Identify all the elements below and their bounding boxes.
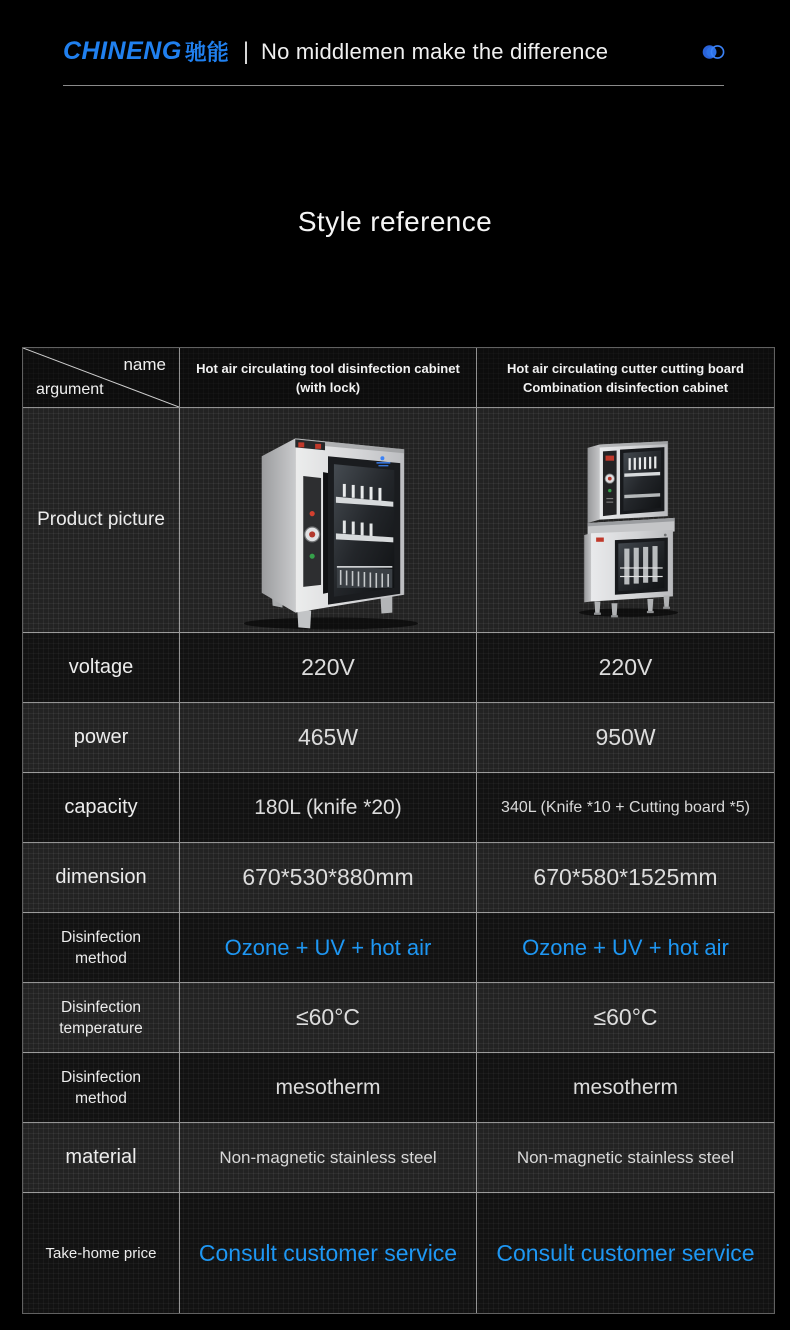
brand-logo-latin: CHINENG <box>63 37 182 65</box>
row-label-power: power <box>23 703 180 773</box>
disinfection-temperature-value-2: ≤60°C <box>477 983 774 1053</box>
product-picture-cell-1 <box>180 408 477 633</box>
product-2-name-line2: Combination disinfection cabinet <box>522 379 729 395</box>
table-row-capacity <box>23 773 774 843</box>
table-row-power <box>23 703 774 773</box>
row-label-disinfection-method: Disinfection method <box>23 913 180 983</box>
product-image-single-cabinet <box>234 418 422 632</box>
column-header-product-1 <box>180 348 477 408</box>
table-row-disinfection-method-2 <box>23 1053 774 1123</box>
capacity-value-1: 180L (knife *20) <box>180 773 477 843</box>
product-2-name-line1: Hot air circulating cutter cutting board <box>507 360 744 376</box>
table-row-material <box>23 1123 774 1193</box>
row-label-price: Take-home price <box>23 1193 180 1313</box>
material-value-2: Non-magnetic stainless steel <box>477 1123 774 1193</box>
voltage-value-2: 220V <box>477 633 774 703</box>
row-label-product-picture: Product picture <box>23 408 180 633</box>
brand-separator: | <box>242 37 250 65</box>
dimension-value-1: 670*530*880mm <box>180 843 477 913</box>
corner-argument-label: argument <box>36 381 104 398</box>
corner-name-label: name <box>123 355 166 374</box>
corner-cell <box>23 348 180 408</box>
column-header-product-2 <box>477 348 774 408</box>
row-label-capacity: capacity <box>23 773 180 843</box>
product-1-name-line2: (with lock) <box>295 379 361 395</box>
price-value-2[interactable]: Consult customer service <box>496 1239 755 1266</box>
disinfection-temperature-value-1: ≤60°C <box>180 983 477 1053</box>
brand-slogan: No middlemen make the difference <box>261 38 609 64</box>
table-row-product-picture <box>23 408 774 633</box>
table-row-disinfection-temperature <box>23 983 774 1053</box>
disinfection-method-2-value-1: mesotherm <box>180 1053 477 1123</box>
power-value-2: 950W <box>477 703 774 773</box>
product-1-name-line1: Hot air circulating tool disinfection cabinet <box>196 360 460 376</box>
disinfection-method-value-2: Ozone + UV + hot air <box>477 913 774 983</box>
disinfection-method-2-value-2: mesotherm <box>477 1053 774 1123</box>
row-label-dimension: dimension <box>23 843 180 913</box>
power-value-1: 465W <box>180 703 477 773</box>
product-image-stacked-cabinet <box>562 420 690 632</box>
table-row-disinfection-method <box>23 913 774 983</box>
table-row-dimension <box>23 843 774 913</box>
table-header-row <box>23 348 774 408</box>
spec-comparison-table <box>22 347 775 1314</box>
brand-logo-cjk: 驰能 <box>184 40 229 65</box>
overlapping-circles-icon <box>702 44 726 60</box>
price-value-1[interactable]: Consult customer service <box>180 1193 477 1313</box>
material-value-1: Non-magnetic stainless steel <box>180 1123 477 1193</box>
row-label-voltage: voltage <box>23 633 180 703</box>
page-title: Style reference <box>297 206 493 237</box>
product-picture-cell-2 <box>477 408 774 633</box>
disinfection-method-value-1: Ozone + UV + hot air <box>180 913 477 983</box>
table-row-price <box>23 1193 774 1313</box>
brand-header <box>63 36 726 67</box>
voltage-value-1: 220V <box>180 633 477 703</box>
dimension-value-2: 670*580*1525mm <box>477 843 774 913</box>
table-row-voltage <box>23 633 774 703</box>
header-divider <box>63 85 724 86</box>
row-label-disinfection-temperature: Disinfection temperature <box>23 983 180 1053</box>
row-label-disinfection-method-2: Disinfection method <box>23 1053 180 1123</box>
capacity-value-2: 340L (Knife *10 + Cutting board *5) <box>477 773 774 843</box>
row-label-material: material <box>23 1123 180 1193</box>
